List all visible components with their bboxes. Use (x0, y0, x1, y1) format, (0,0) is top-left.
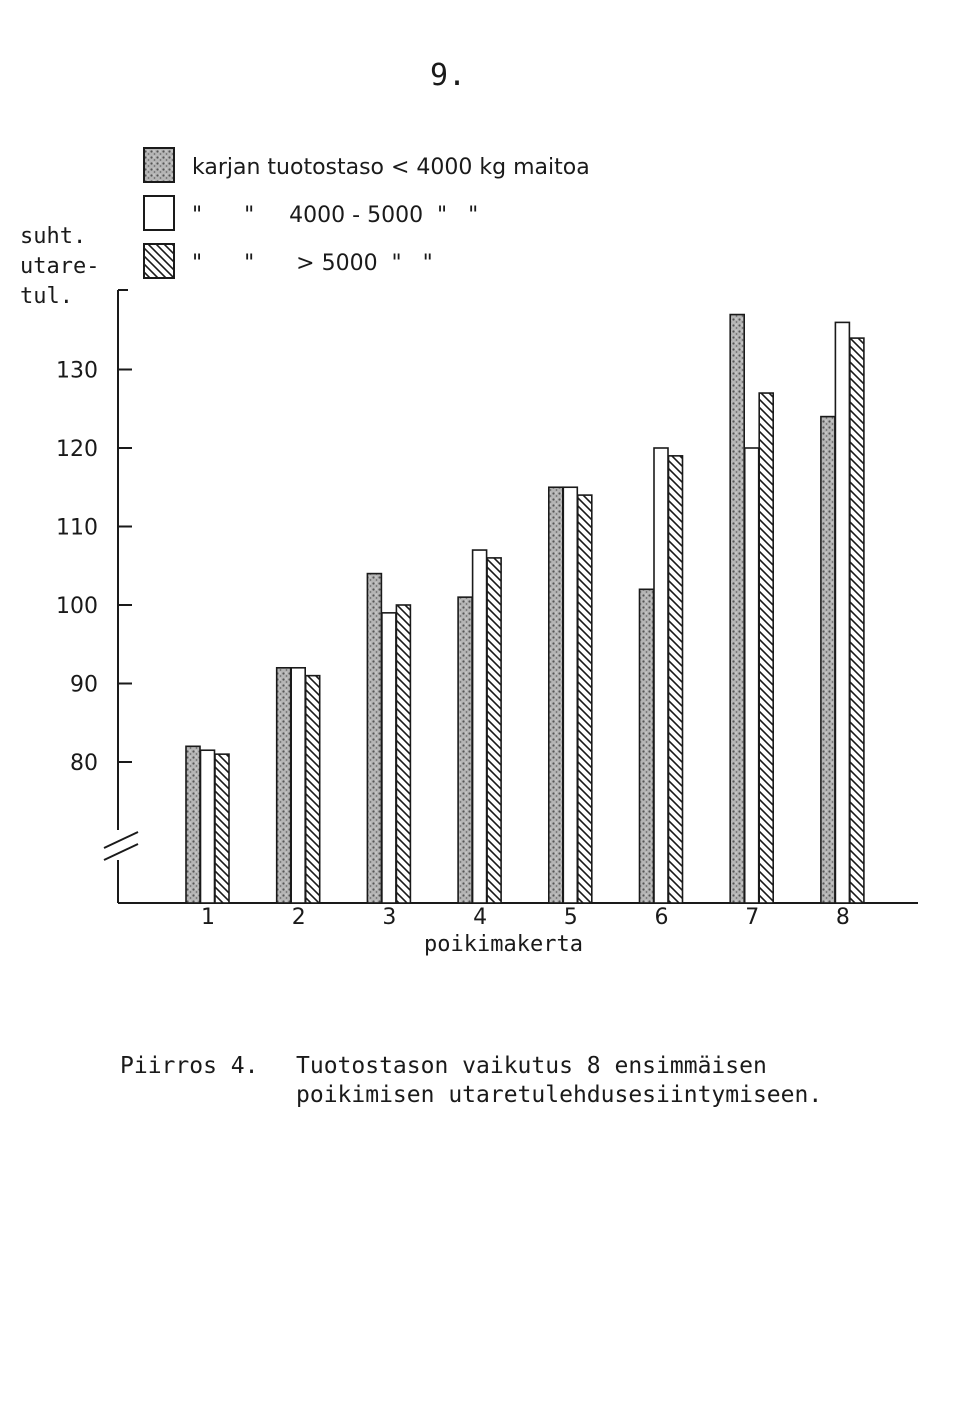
bar-empty-5 (563, 487, 577, 903)
bar-empty-1 (201, 750, 215, 903)
bar-stippled-5 (549, 487, 563, 903)
x-tick-label: 5 (563, 905, 578, 930)
caption-label: Piirros 4. (120, 1053, 259, 1079)
bar-stippled-6 (640, 589, 654, 903)
y-tick-label: 130 (56, 358, 98, 384)
bar-empty-8 (835, 322, 849, 903)
y-tick-label: 110 (56, 515, 98, 541)
legend-label: karjan tuotostaso < 4000 kg maitoa (192, 155, 590, 180)
bar-empty-6 (654, 448, 668, 903)
legend-label: " " 4000 - 5000 " " (192, 203, 479, 228)
bar-stippled-8 (821, 417, 835, 903)
legend-label: " " > 5000 " " (192, 251, 433, 276)
legend-swatch-stippled (144, 148, 174, 182)
x-tick-label: 7 (745, 905, 760, 930)
bar-stippled-2 (277, 668, 291, 903)
figure-caption (120, 1052, 823, 1108)
y-tick-label: 90 (70, 672, 98, 698)
bar-hatched-8 (850, 338, 864, 903)
y-axis-label: suht. utare- tul. (20, 224, 100, 309)
bars (186, 315, 864, 903)
y-tick-label: 100 (56, 594, 98, 619)
x-tick-label: 1 (201, 905, 215, 930)
bar-stippled-7 (730, 315, 744, 903)
legend-swatch-empty (144, 196, 174, 230)
bar-empty-3 (382, 613, 396, 903)
bar-hatched-2 (306, 676, 320, 903)
legend (144, 148, 590, 278)
x-tick-label: 6 (654, 905, 669, 930)
x-tick-labels (201, 905, 850, 930)
bar-empty-4 (473, 550, 487, 903)
bar-stippled-3 (367, 574, 381, 903)
x-tick-label: 2 (291, 905, 306, 930)
bar-hatched-6 (669, 456, 683, 903)
bar-hatched-1 (215, 754, 229, 903)
y-tick-label: 80 (70, 751, 98, 776)
x-tick-label: 4 (473, 905, 488, 930)
axis-break-mark (104, 832, 138, 860)
legend-swatch-hatched (144, 244, 174, 278)
bar-hatched-5 (578, 495, 592, 903)
y-tick-labels (56, 359, 132, 777)
x-axis-label: poikimakerta (424, 932, 583, 957)
bar-stippled-1 (186, 746, 200, 903)
x-tick-label: 3 (382, 905, 397, 930)
bar-empty-2 (291, 668, 305, 903)
caption-text: Tuotostason vaikutus 8 ensimmäisen poikimisen utaretulehdusesiintymiseen. (296, 1053, 823, 1108)
bar-hatched-7 (759, 393, 773, 903)
page-number: 9. (430, 58, 467, 93)
y-tick-label: 120 (56, 437, 98, 462)
bar-empty-7 (745, 448, 759, 903)
bar-hatched-4 (487, 558, 501, 903)
bar-hatched-3 (396, 605, 410, 903)
x-tick-label: 8 (835, 905, 850, 930)
bar-stippled-4 (458, 597, 472, 903)
